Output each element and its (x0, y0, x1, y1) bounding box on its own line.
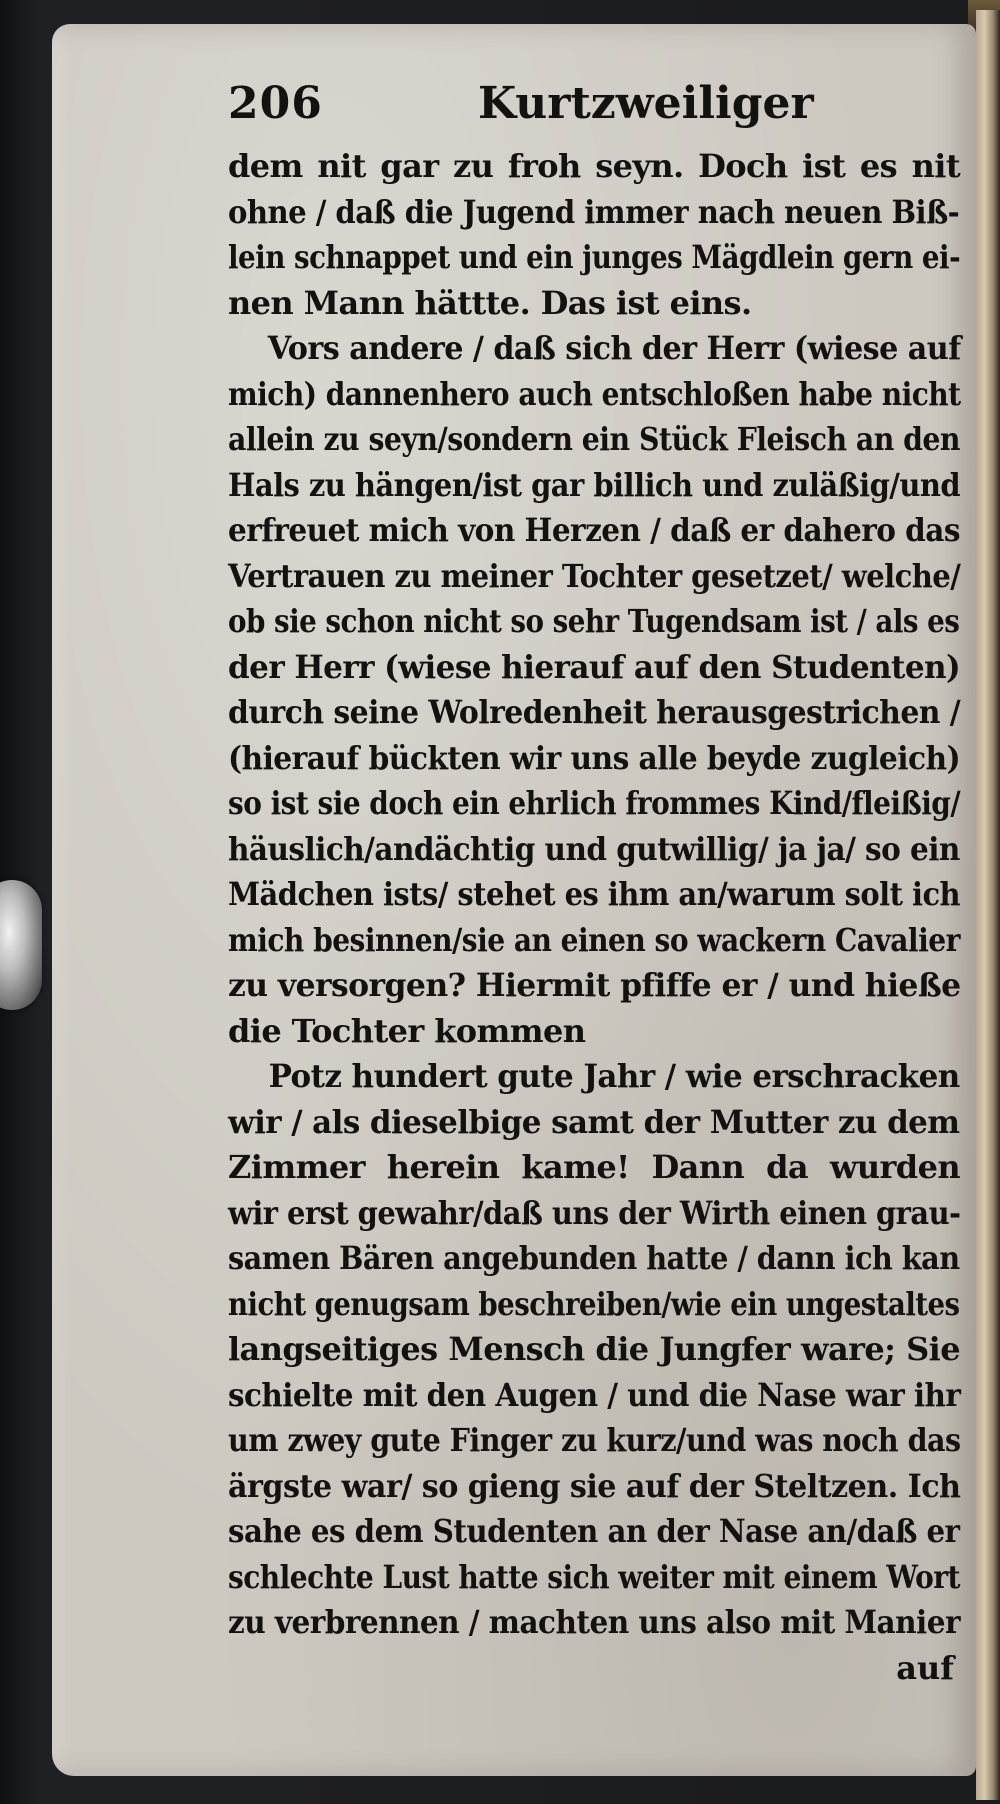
catchword: auf (896, 1648, 954, 1687)
text-line: Vertrauen zu meiner Tochter gesetzet/ welche/ (228, 556, 961, 595)
page-text (228, 78, 960, 1691)
text-line: allein zu seyn/sondern ein Stück Fleisch an den (228, 420, 961, 458)
page-number: 206 (228, 78, 323, 129)
page-edges (976, 10, 1000, 1800)
text-line: Zimmer herein kame! Dann da wurden (228, 1148, 960, 1186)
text-line: die Tochter kommen (228, 1011, 586, 1050)
text-line: sahe es dem Studenten an der Nase an/daß er (228, 1512, 960, 1550)
text-line: der Herr (wiese hierauf auf den Studenten) (228, 647, 961, 686)
text-line: häuslich/andächtig und gutwillig/ ja ja/ so ein (228, 829, 960, 868)
paragraph-start-line: Potz hundert gute Jahr / wie erschracken (268, 1057, 960, 1095)
text-line: Mädchen ists/ stehet es ihm an/warum solt ich (228, 875, 961, 913)
running-title: Kurtzweiliger (478, 78, 814, 129)
text-line: mich) dannenhero auch entschloßen habe nicht (228, 374, 961, 413)
text-line: nicht genugsam beschreiben/wie ein ungestaltes (228, 1284, 960, 1323)
text-line: wir erst gewahr/daß uns der Wirth einen grau- (228, 1193, 961, 1232)
text-line: lein schnappet und ein junges Mägdlein gern ei- (228, 238, 961, 276)
text-line: wir / als dieselbige samt der Mutter zu dem (228, 1102, 960, 1141)
text-line: zu versorgen? Hiermit pfiffe er / und hieße (228, 966, 961, 1004)
text-line: ob sie schon nicht so sehr Tugendsam ist / als es (228, 602, 960, 640)
page-clip (0, 880, 42, 1010)
running-head (228, 78, 960, 144)
text-line: zu verbrennen / machten uns also mit Manier (228, 1603, 960, 1641)
text-line: schlechte Lust hatte sich weiter mit einem Wort (228, 1557, 960, 1596)
text-line: ohne / daß die Jugend immer nach neuen Biß- (228, 192, 960, 231)
text-line: um zwey gute Finger zu kurz/und was noch das (228, 1421, 961, 1459)
text-line: (hierauf bückten wir uns alle beyde zugleich) (228, 738, 961, 777)
text-line: ärgste war/ so gieng sie auf der Steltzen. Ich (228, 1466, 961, 1505)
text-line: schielte mit den Augen / und die Nase war ihr (228, 1375, 961, 1414)
text-line: so ist sie doch ein ehrlich frommes Kind/fleißig/ (228, 784, 961, 822)
text-line: dem nit gar zu froh seyn. Doch ist es nit (228, 147, 960, 185)
text-line: durch seine Wolredenheit herausgestrichen / (228, 693, 961, 731)
text-line: Hals zu hängen/ist gar billich und zuläßig/und (228, 465, 961, 504)
text-line: nen Mann hättte. Das ist eins. (228, 283, 752, 322)
text-line: samen Bären angebunden hatte / dann ich kan (228, 1239, 960, 1277)
text-line: erfreuet mich von Herzen / daß er dahero das (228, 511, 960, 549)
paragraph-start-line: Vors andere / daß sich der Herr (wiese auf (267, 329, 961, 367)
text-line: mich besinnen/sie an einen so wackern Cavalier (228, 920, 960, 959)
text-line: langseitiges Mensch die Jungfer ware; Sie (228, 1330, 960, 1368)
